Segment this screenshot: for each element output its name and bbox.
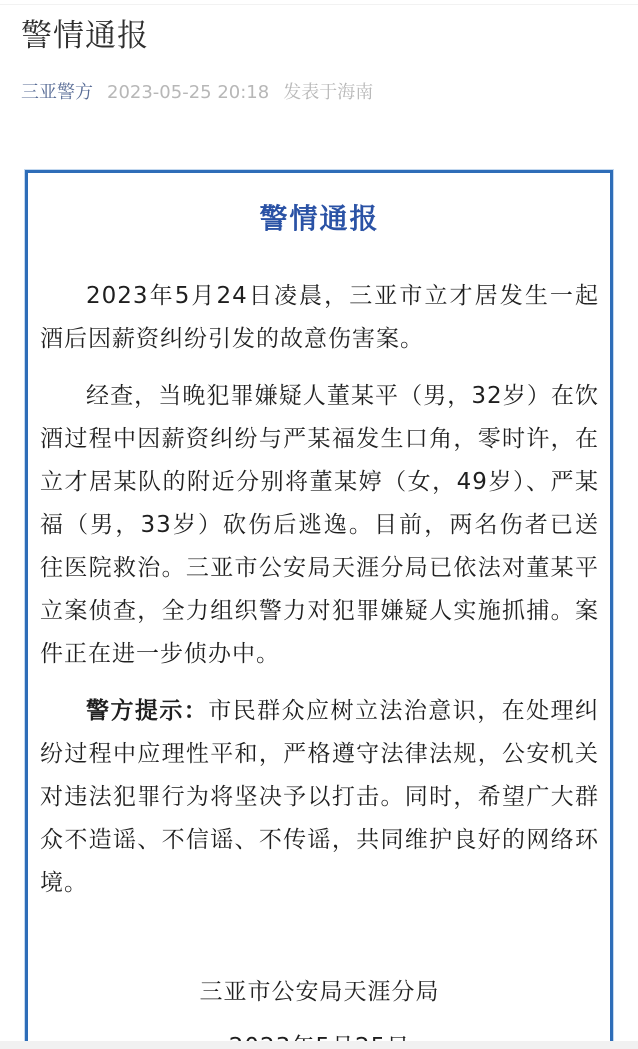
tip-label: 警方提示： (86, 698, 209, 724)
tip-text: 市民群众应树立法治意识，在处理纠纷过程中应理性平和，严格遵守法律法规，公安机关对违法犯罪行为将坚决予以打击。同时，希望广大群众不造谣、不信谣、不传谣，共同维护良好的网络环境。 (40, 698, 599, 896)
notice-paragraph-tip (40, 690, 599, 905)
publish-time: 2023-05-25 20:18 (107, 82, 270, 103)
account-name-link[interactable]: 三亚警方 (21, 82, 93, 103)
signature-org: 三亚市公安局天涯分局 (199, 979, 440, 1005)
notice-paragraph-2: 经查，当晚犯罪嫌疑人董某平（男，32岁）在饮酒过程中因薪资纠纷与严某福发生口角，零时许，在立才居某队的附近分别将董某婷（女，49岁）、严某福（男，33岁）砍伤后逃逸。目前，两名伤者已送往医院救治。三亚市公安局天涯分局已依法对董某平立案侦查，全力组织警力对犯罪嫌疑人实施抓捕。案件正在进一步侦办中。 (40, 383, 599, 667)
page-title: 警情通报 (21, 18, 149, 54)
top-divider (0, 4, 638, 5)
publish-location: 发表于海南 (283, 82, 374, 103)
notice-box (25, 170, 613, 1049)
notice-paragraph-1: 2023年5月24日凌晨，三亚市立才居发生一起酒后因薪资纠纷引发的故意伤害案。 (40, 283, 599, 352)
bottom-divider (0, 1041, 638, 1049)
byline (21, 82, 617, 104)
notice-title: 警情通报 (259, 202, 380, 235)
